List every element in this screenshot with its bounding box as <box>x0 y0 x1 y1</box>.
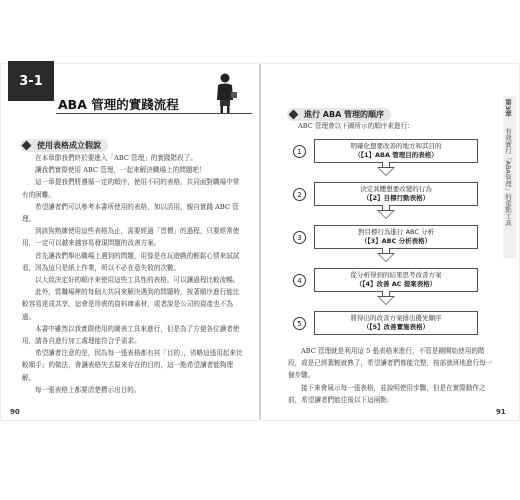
diamond-bullet-icon <box>22 141 32 151</box>
down-arrow-icon <box>377 296 395 305</box>
chapter-side-text: 有效實行「ABA管理」的重點工具 <box>504 128 512 226</box>
paragraph: 首先讓我們舉出職場上遇到的問題，用像是在玩遊戲的輕鬆心情來試試看，因為這只是紙上作業，所以不必在意失敗的次數。 <box>22 251 240 272</box>
businesswoman-illustration <box>212 72 238 114</box>
left-body-text <box>22 152 244 396</box>
step-form: （【5】改善實施表格） <box>362 323 430 331</box>
paragraph: 希望讀者注意的是，因為每一張表格都有其「目的」，省略這張用起來比較順手」的做法，會讓表格失去原來存在的目的，這一點希望讀者能夠理解。 <box>22 349 243 382</box>
step-box <box>314 225 478 249</box>
step-number-circle: 3 <box>293 231 306 244</box>
paragraph: 本書中雖然以我實際使用的圖表工具來進行，但是為了方便各位讀者使用，請各自進行加工處理能符合乎需求。 <box>22 324 240 346</box>
flow-intro <box>298 120 498 132</box>
step-form: （【4】改善 AC 提案表格） <box>355 280 437 288</box>
step-form: （【3】ABC 分析表格） <box>360 237 432 245</box>
section-heading-text: 使用表格成立假說 <box>37 141 101 150</box>
paragraph: 希望讀者們可以參考本書所使用的表格，加以活用，親自實踐 ABC 管理。 <box>22 202 239 224</box>
section-number-block <box>8 61 54 101</box>
right-page-number: 91 <box>496 408 506 416</box>
paragraph: 讓我們實際使用 ABC 管理，一起來解決職場上的問題吧！ <box>35 166 206 175</box>
flow-heading-text: 進行 ABA 管理的順序 <box>304 110 385 119</box>
down-arrow-icon <box>377 167 395 176</box>
chapter-label: 第3章 <box>504 99 512 117</box>
section-heading <box>20 139 108 152</box>
step-form: （【2】目標行動表格） <box>362 194 430 202</box>
step-action: 決定具體想要改變的行為 <box>360 185 432 193</box>
section-number: 3-1 <box>19 73 43 89</box>
diamond-bullet-icon <box>289 110 299 120</box>
paragraph: 到該狗熟練使用這些表格為止，需要經過「習慣」的過程，只要經常使用，一定可以越來越容易發現問題的改善方案。 <box>22 227 240 248</box>
flow-intro-text: ABC 管理會以下圖所示的順序來進行： <box>298 122 414 130</box>
paragraph: 此外，當職場裡的每個人共同來解決遇到的問題時，按著順序進行能比較容易達成共享，這會是珍貴的資料庫素材，或者說是公司的資產也不為過。 <box>22 288 240 321</box>
step-number-circle: 4 <box>293 274 306 287</box>
step-action: 對目標行為進行 ABC 分析 <box>358 228 434 236</box>
paragraph: ABC 管理就是利用這 5 張表格來進行，不管是剛開始使用的階段，或是已經駕輕就熟了，希望讀者們都能完整，按部就班地進行每一個步驟。 <box>288 347 493 380</box>
step-form: （【1】ABA 管理目的表格） <box>354 151 438 159</box>
right-body-text <box>288 345 493 406</box>
down-arrow-icon <box>377 210 395 219</box>
step-action: 將得出的改善方案排出優先順序 <box>350 314 442 322</box>
paragraph: 每一張表格上都要清楚標示出目的。 <box>35 385 141 394</box>
step-number-circle: 1 <box>293 145 306 158</box>
paragraph: 在本章節我們終於要進入「ABC 管理」的實踐階段了。 <box>35 154 197 162</box>
step-number-circle: 5 <box>293 317 306 330</box>
step-action: 從分析得到的結果思考改善方案 <box>350 271 442 279</box>
step-box <box>314 139 478 163</box>
step-box <box>314 268 478 292</box>
step-box <box>314 182 478 206</box>
paragraph: 這一章提我們將遵循一定的順序，使用不同的表格，共同面對職場中常有的困難。 <box>22 178 240 199</box>
step-action: 明確化想要改善的地方和其目的 <box>350 142 442 150</box>
chapter-title: ABA 管理的實踐流程 <box>58 97 179 112</box>
paragraph: 接下來會展示每一張表格，並說明使用步驟，但是在實際動作之前，希望讀者們能往後以下這兩點： <box>288 383 486 404</box>
step-number-circle: 2 <box>293 188 306 201</box>
paragraph: 以大致決定好的順序來使用這些工具性的表格，可以讓過程比較流暢。 <box>35 276 240 285</box>
left-page-number: 90 <box>10 408 20 416</box>
step-box <box>314 311 478 335</box>
down-arrow-icon <box>377 253 395 262</box>
